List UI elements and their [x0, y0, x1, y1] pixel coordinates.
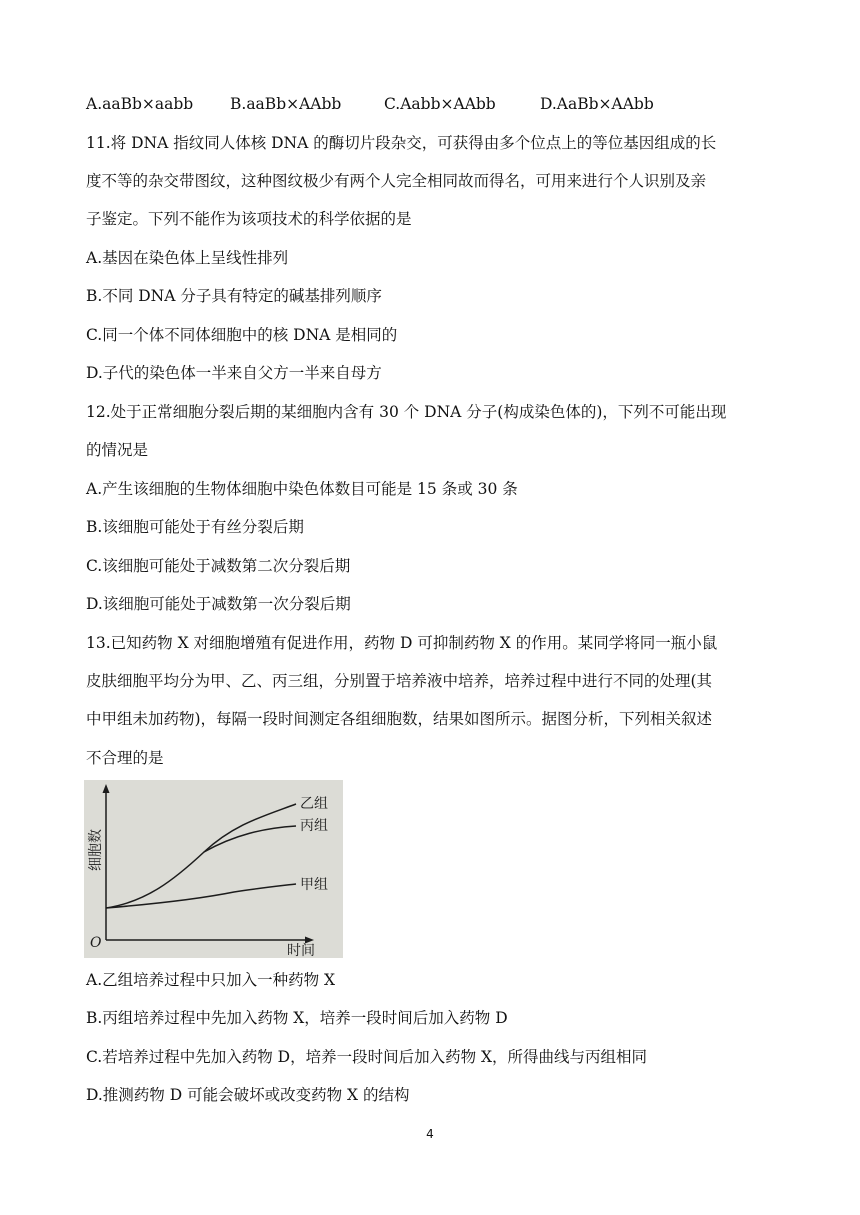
- label-group-yi: 乙组: [300, 796, 328, 812]
- q10-option-c: C.Aabb×AAbb: [384, 95, 496, 113]
- label-group-jia: 甲组: [300, 877, 328, 893]
- q11-option-a: A.基因在染色体上呈线性排列: [86, 249, 289, 267]
- q13-option-c: C.若培养过程中先加入药物 D，培养一段时间后加入药物 X，所得曲线与丙组相同: [86, 1048, 648, 1066]
- q13-option-a: A.乙组培养过程中只加入一种药物 X: [86, 971, 336, 989]
- q12-option-a: A.产生该细胞的生物体细胞中染色体数目可能是 15 条或 30 条: [86, 480, 518, 498]
- q11-option-b: B.不同 DNA 分子具有特定的碱基排列顺序: [86, 287, 382, 305]
- curve-group-bing: [204, 826, 296, 852]
- origin-label: O: [90, 935, 102, 951]
- q12-option-b: B.该细胞可能处于有丝分裂后期: [86, 518, 304, 536]
- q11-stem-line-3: 子鉴定。下列不能作为该项技术的科学依据的是: [86, 210, 412, 228]
- curve-group-jia: [106, 884, 296, 908]
- x-axis-label: 时间: [287, 943, 315, 958]
- q11-stem-line-1: 11.将 DNA 指纹同人体核 DNA 的酶切片段杂交，可获得由多个位点上的等位基因组成的长: [86, 134, 717, 152]
- curve-group-yi: [106, 804, 296, 908]
- q13-stem-line-1: 13.已知药物 X 对细胞增殖有促进作用，药物 D 可抑制药物 X 的作用。某同学将同一瓶小鼠: [86, 634, 718, 652]
- q12-stem-line-1: 12.处于正常细胞分裂后期的某细胞内含有 30 个 DNA 分子(构成染色体的)，下列不可能出现: [86, 403, 727, 421]
- q13-stem-line-4: 不合理的是: [86, 749, 164, 767]
- q13-figure: [84, 780, 343, 958]
- q11-stem-line-2: 度不等的杂交带图纹，这种图纹极少有两个人完全相同故而得名，可用来进行个人识别及亲: [86, 172, 707, 190]
- q11-option-d: D.子代的染色体一半来自父方一半来自母方: [86, 364, 382, 382]
- q11-option-c: C.同一个体不同体细胞中的核 DNA 是相同的: [86, 326, 398, 344]
- q10-option-d: D.AaBb×AAbb: [540, 95, 654, 113]
- q12-stem-line-2: 的情况是: [86, 441, 149, 459]
- q13-option-d: D.推测药物 D 可能会破坏或改变药物 X 的结构: [86, 1086, 410, 1104]
- q10-options: [86, 94, 654, 114]
- page-number: 4: [426, 1127, 434, 1141]
- y-axis-arrow: [103, 784, 110, 793]
- q10-option-b: B.aaBb×AAbb: [230, 95, 342, 113]
- q13-option-b: B.丙组培养过程中先加入药物 X，培养一段时间后加入药物 D: [86, 1009, 508, 1027]
- y-axis-label: 细胞数: [88, 829, 104, 871]
- q13-stem-line-3: 中甲组未加药物)，每隔一段时间测定各组细胞数，结果如图所示。据图分析，下列相关叙述: [86, 710, 713, 728]
- q13-figure-svg: [84, 780, 343, 958]
- q13-stem-line-2: 皮肤细胞平均分为甲、乙、丙三组，分别置于培养液中培养，培养过程中进行不同的处理(其: [86, 672, 713, 690]
- q10-option-a: A.aaBb×aabb: [86, 95, 194, 113]
- label-group-bing: 丙组: [300, 818, 328, 834]
- q12-option-c: C.该细胞可能处于减数第二次分裂后期: [86, 557, 351, 575]
- q12-option-d: D.该细胞可能处于减数第一次分裂后期: [86, 595, 351, 613]
